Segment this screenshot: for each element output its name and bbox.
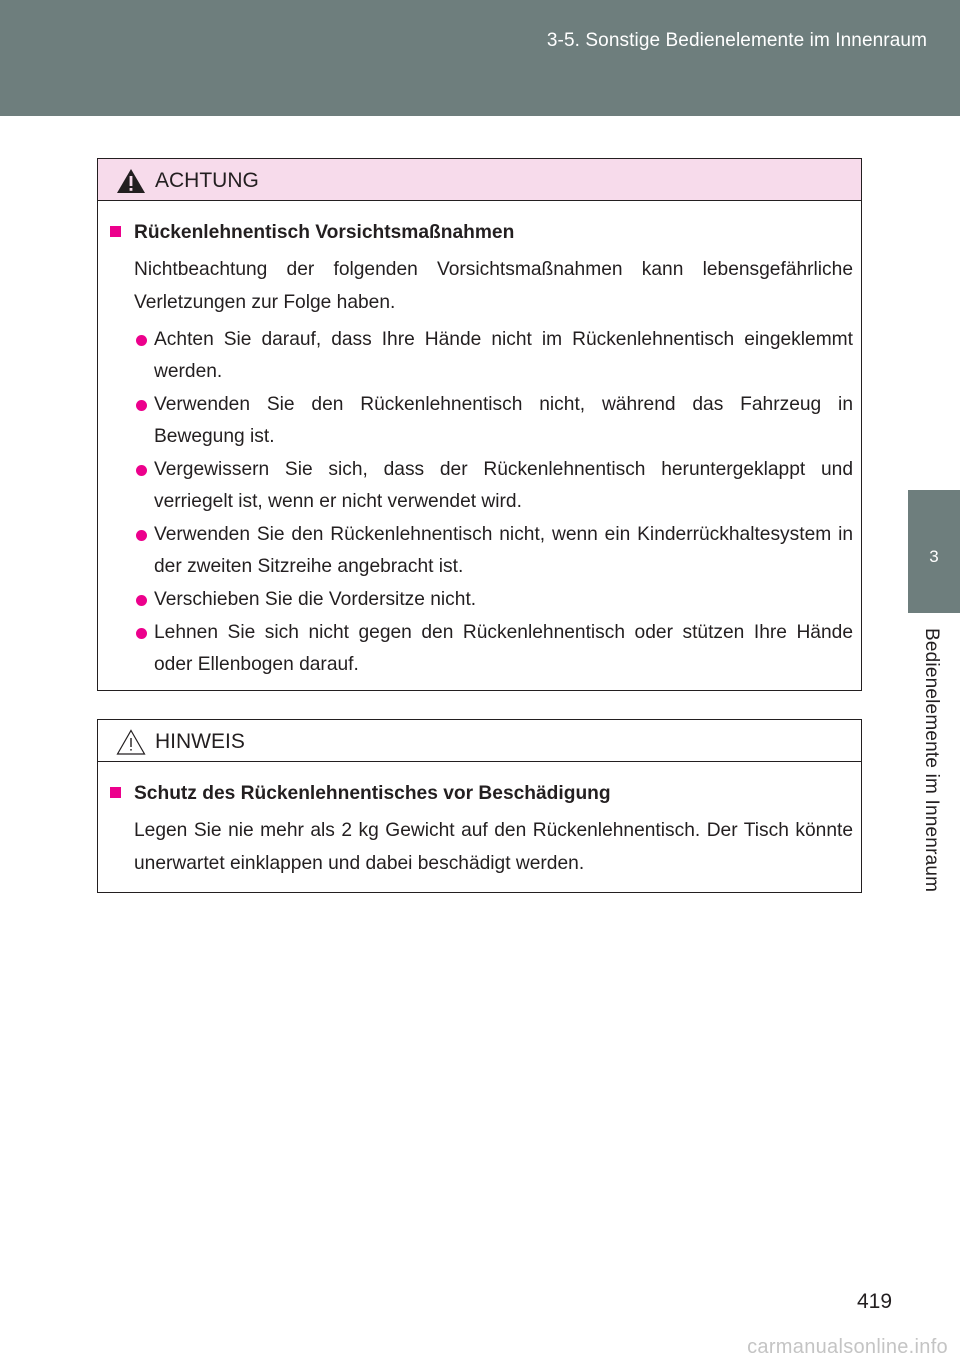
bullet-dot-icon	[136, 628, 147, 639]
chapter-tab	[908, 490, 960, 613]
square-bullet-icon	[110, 226, 121, 237]
warning-triangle-outline-icon	[116, 729, 146, 755]
list-item-text: Vergewissern Sie sich, dass der Rückenlehnentisch heruntergeklappt und verriegelt ist, wenn er nicht verwendet wird.	[154, 459, 853, 512]
list-item	[108, 617, 853, 681]
hinweis-subheading	[108, 782, 853, 806]
hinweis-text: Legen Sie nie mehr als 2 kg Gewicht auf den Rückenlehnentisch. Der Tisch könnte unerwartet einklappen und dabei beschädigt werden.	[134, 820, 853, 874]
hinweis-header	[98, 720, 861, 762]
bullet-dot-icon	[136, 335, 147, 346]
achtung-title: ACHTUNG	[155, 169, 259, 192]
page-header	[0, 0, 960, 116]
warning-triangle-filled-icon	[116, 168, 146, 194]
hinweis-box	[97, 719, 862, 893]
achtung-header	[98, 159, 861, 201]
watermark: carmanualsonline.info	[747, 1336, 948, 1358]
list-item-text: Lehnen Sie sich nicht gegen den Rückenlehnentisch oder stützen Ihre Hände oder Ellenbogen darauf.	[154, 622, 853, 675]
list-item-text: Verschieben Sie die Vordersitze nicht.	[154, 589, 477, 610]
list-item	[108, 389, 853, 453]
page-number: 419	[857, 1290, 893, 1313]
bullet-dot-icon	[136, 530, 147, 541]
bullet-dot-icon	[136, 400, 147, 411]
hinweis-body	[98, 762, 861, 880]
achtung-intro: Nichtbeachtung der folgenden Vorsichtsmaßnahmen kann lebensgefährliche Verletzungen zur Folge haben.	[134, 259, 853, 313]
bullet-dot-icon	[136, 595, 147, 606]
list-item-text: Verwenden Sie den Rückenlehnentisch nicht, wenn ein Kinderrückhaltesystem in der zweiten Sitzreihe angebracht ist.	[154, 524, 853, 577]
achtung-box	[97, 158, 862, 691]
list-item	[108, 584, 853, 616]
hinweis-title: HINWEIS	[155, 730, 245, 753]
list-item	[108, 324, 853, 388]
hinweis-subheading-text: Schutz des Rückenlehnentisches vor Beschädigung	[134, 783, 611, 804]
list-item	[108, 519, 853, 583]
achtung-subheading-text: Rückenlehnentisch Vorsichtsmaßnahmen	[134, 222, 515, 243]
chapter-number: 3	[929, 547, 939, 566]
square-bullet-icon	[110, 787, 121, 798]
bullet-dot-icon	[136, 465, 147, 476]
achtung-subheading	[108, 221, 853, 245]
list-item-text: Verwenden Sie den Rückenlehnentisch nicht, während das Fahrzeug in Bewegung ist.	[154, 394, 853, 447]
achtung-body	[98, 201, 861, 681]
list-item-text: Achten Sie darauf, dass Ihre Hände nicht im Rückenlehnentisch eingeklemmt werden.	[154, 329, 853, 382]
list-item	[108, 454, 853, 518]
chapter-label: Bedienelemente im Innenraum	[921, 628, 942, 893]
section-title: 3-5. Sonstige Bedienelemente im Innenraum	[546, 30, 927, 51]
